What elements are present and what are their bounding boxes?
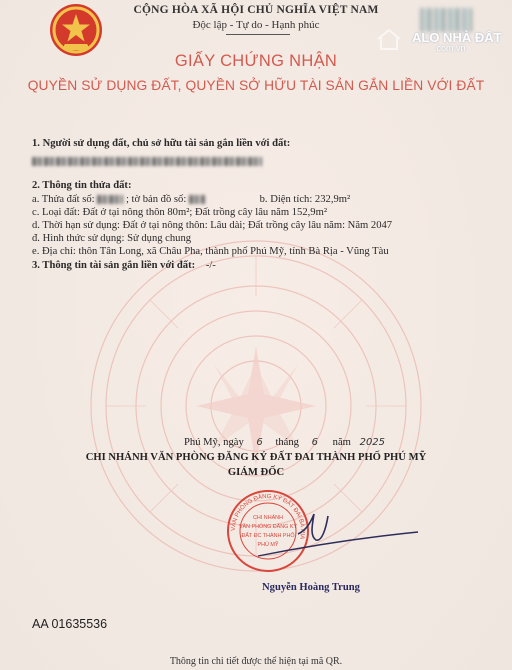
- section1-heading: 1. Người sử dụng đất, chủ sở hữu tài sản gắn liền với đất:: [32, 138, 291, 149]
- signer-position: GIÁM ĐỐC: [227, 467, 285, 478]
- stamp-ring-text: VĂN PHÒNG ĐĂNG KÝ ĐẤT ĐAI BÀ RỊA: [230, 493, 306, 540]
- land-type-value: Đất ở tại nông thôn 80m²; Đất trồng cây lâu năm 152,9m²: [82, 207, 327, 218]
- certificate-subtitle: QUYỀN SỬ DỤNG ĐẤT, QUYỀN SỞ HỮU TÀI SẢN GẮN LIỀN VỚI ĐẤT: [27, 78, 485, 93]
- parcel-line: [32, 194, 350, 205]
- signing-year: 2025: [359, 437, 386, 448]
- land-type-label: c. Loại đất:: [32, 207, 80, 218]
- section3-line: [32, 260, 216, 271]
- serial-number: AA 01635536: [32, 617, 108, 631]
- redacted-parcel-number: [97, 195, 123, 204]
- redacted-map-number: [189, 195, 205, 204]
- section2-heading: 2. Thông tin thửa đất:: [32, 180, 132, 191]
- certificate-title: GIẤY CHỨNG NHẬN: [174, 52, 338, 70]
- area-value: 232,9m²: [314, 194, 351, 205]
- address-line: [32, 246, 389, 257]
- term-line: [32, 220, 392, 231]
- handwritten-signature: [248, 500, 428, 580]
- term-label: d. Thời hạn sử dụng:: [32, 220, 120, 231]
- address-label: e. Địa chỉ:: [32, 246, 76, 257]
- site-watermark-name: ALO NHÀ ĐẤT: [412, 30, 502, 45]
- redacted-owner: [32, 157, 262, 166]
- map-label: ; tờ bản đồ số:: [125, 194, 187, 205]
- usage-form-label: đ. Hình thức sử dụng:: [32, 233, 125, 244]
- stamp-center-3: ĐẤT ĐC THÀNH PHỐ: [241, 533, 295, 539]
- address-value: thôn Tân Long, xã Châu Pha, thành phố Phú Mỹ, tỉnh Bà Rịa - Vũng Tàu: [78, 246, 389, 257]
- stamp-center-4: PHÚ MỸ: [257, 542, 279, 548]
- land-type-line: [32, 207, 327, 218]
- signer-name: Nguyễn Hoàng Trung: [262, 582, 360, 593]
- issuing-office: CHI NHÁNH VĂN PHÒNG ĐĂNG KÝ ĐẤT ĐAI THÀNH PHỐ PHÚ MỸ: [85, 452, 427, 463]
- parcel-label: a. Thửa đất số:: [32, 194, 95, 205]
- section3-value: -/-: [205, 260, 216, 271]
- national-title: CỘNG HÒA XÃ HỘI CHỦ NGHĨA VIỆT NAM: [133, 4, 379, 16]
- national-motto: Độc lập - Tự do - Hạnh phúc: [192, 19, 320, 31]
- owner-name-redacted: [32, 156, 262, 167]
- site-watermark: [398, 30, 512, 53]
- stamp-center-1: CHI NHÁNH: [253, 515, 283, 521]
- blurred-logo: [420, 8, 472, 32]
- signing-month: 6: [311, 437, 319, 448]
- area-label: b. Diện tích:: [259, 194, 313, 205]
- motto-underline: [226, 34, 290, 35]
- signing-day: 6: [256, 437, 263, 448]
- place-prefix: Phú Mỹ, ngày: [184, 437, 244, 448]
- site-watermark-domain: .com.vn: [434, 43, 466, 53]
- term-value: Đất ở tại nông thôn: Lâu dài; Đất trồng cây lâu năm: Năm 2047: [122, 220, 393, 231]
- usage-form-value: Sử dụng chung: [127, 233, 192, 244]
- year-label: năm: [332, 437, 351, 448]
- section3-heading: 3. Thông tin tài sản gắn liền với đất:: [32, 260, 196, 271]
- qr-note: Thông tin chi tiết được thể hiện tại mã QR.: [169, 656, 343, 667]
- month-label: tháng: [275, 437, 299, 448]
- usage-form-line: [32, 233, 191, 244]
- stamp-center-2: VĂN PHÒNG ĐĂNG KÝ: [238, 524, 298, 530]
- signing-date: [184, 437, 385, 448]
